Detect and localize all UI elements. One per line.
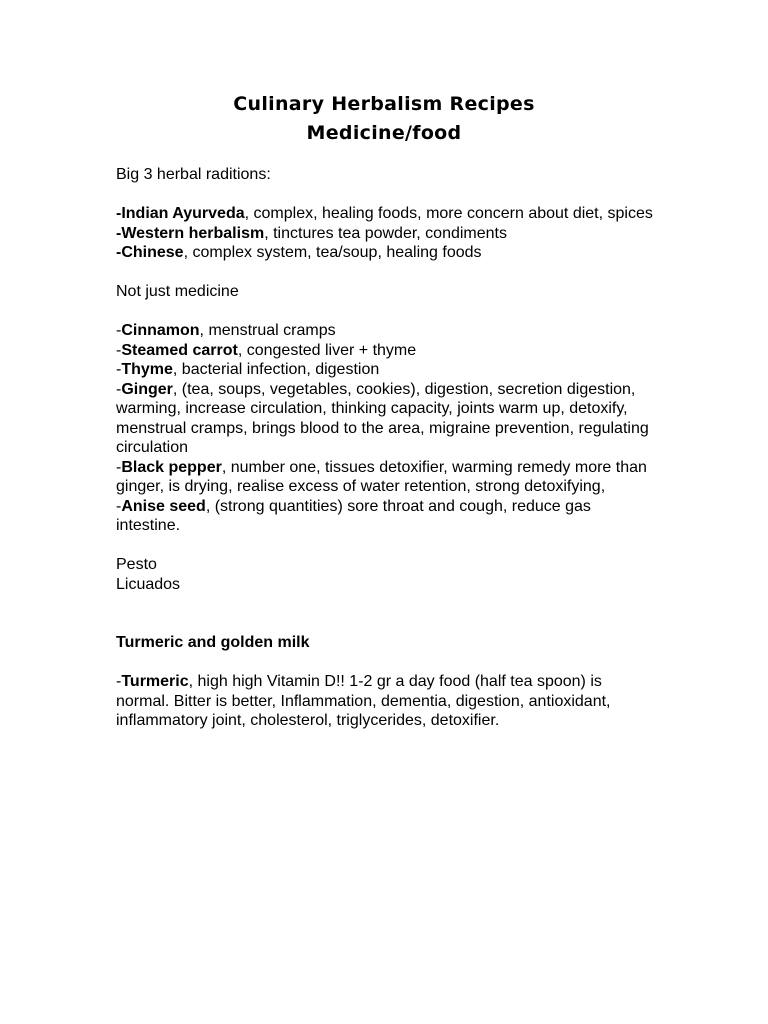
intro-text: Big 3 herbal raditions:: [116, 166, 271, 183]
tradition-name: Indian Ayurveda: [121, 205, 245, 222]
tradition-desc: , complex system, tea/soup, healing foods: [183, 244, 482, 261]
herb-desc: , (tea, soups, vegetables, cookies), digestion, secretion digestion, warming, increase circulation, thinking capacity, joints warm up, detoxify, menstrual cramps, brings blood to the area, migraine prevention, regulating circulation: [116, 380, 649, 456]
tradition-name: Chinese: [121, 244, 184, 261]
tradition-item: [116, 204, 656, 224]
herb-desc: , bacterial infection, digestion: [172, 361, 380, 378]
herb-item: [116, 458, 656, 497]
recipe-item: Licuados: [116, 575, 181, 593]
herb-prefix: -: [116, 380, 122, 398]
tradition-prefix: -: [116, 244, 122, 261]
herb-item: [116, 380, 656, 458]
herb-item: [116, 360, 656, 380]
turmeric-item: [116, 672, 656, 731]
tradition-prefix: -: [116, 205, 122, 222]
herb-desc: , (strong quantities) sore throat and cough, reduce gas intestine.: [116, 497, 591, 534]
recipe-item: Pesto: [116, 556, 157, 573]
tradition-desc: , complex, healing foods, more concern about diet, spices: [244, 205, 653, 222]
tradition-prefix: -: [116, 224, 122, 242]
herb-item: [116, 497, 656, 536]
title-line-1: Culinary Herbalism Recipes: [233, 93, 535, 115]
tradition-name: Western herbalism: [121, 224, 265, 242]
herb-prefix: -: [116, 361, 122, 378]
document-title: [0, 90, 768, 148]
not-just-medicine-text: Not just medicine: [116, 283, 239, 300]
turmeric-desc: , high high Vitamin D!! 1-2 gr a day food (half tea spoon) is normal. Bitter is better, Inflammation, dementia, digestion, antioxidant, inflammatory joint, cholesterol, triglycerides, detoxifier.: [116, 673, 611, 729]
herb-item: [116, 321, 656, 341]
herb-name: Thyme: [121, 361, 173, 378]
herb-prefix: -: [116, 322, 122, 339]
section-heading-text: Turmeric and golden milk: [116, 634, 310, 651]
herb-name: Black pepper: [121, 458, 222, 476]
herb-prefix: -: [116, 458, 122, 476]
herb-prefix: -: [116, 341, 122, 359]
herb-name: Ginger: [121, 380, 173, 398]
herb-desc: , congested liver + thyme: [237, 341, 417, 359]
herb-name: Anise seed: [121, 497, 206, 515]
tradition-item: [116, 224, 656, 244]
herb-desc: , menstrual cramps: [199, 322, 336, 339]
herb-desc: , number one, tissues detoxifier, warming remedy more than ginger, is drying, realise excess of water retention, strong detoxifying,: [116, 458, 647, 495]
turmeric-prefix: -: [116, 673, 122, 690]
title-line-2: Medicine/food: [306, 122, 462, 144]
herb-name: Cinnamon: [121, 322, 200, 339]
turmeric-name: Turmeric: [121, 673, 189, 690]
tradition-item: [116, 243, 656, 263]
herb-prefix: -: [116, 497, 122, 515]
herb-name: Steamed carrot: [121, 341, 238, 359]
herb-item: [116, 341, 656, 361]
tradition-desc: , tinctures tea powder, condiments: [264, 224, 507, 242]
document-body: [116, 165, 656, 731]
section-heading: [116, 633, 656, 653]
